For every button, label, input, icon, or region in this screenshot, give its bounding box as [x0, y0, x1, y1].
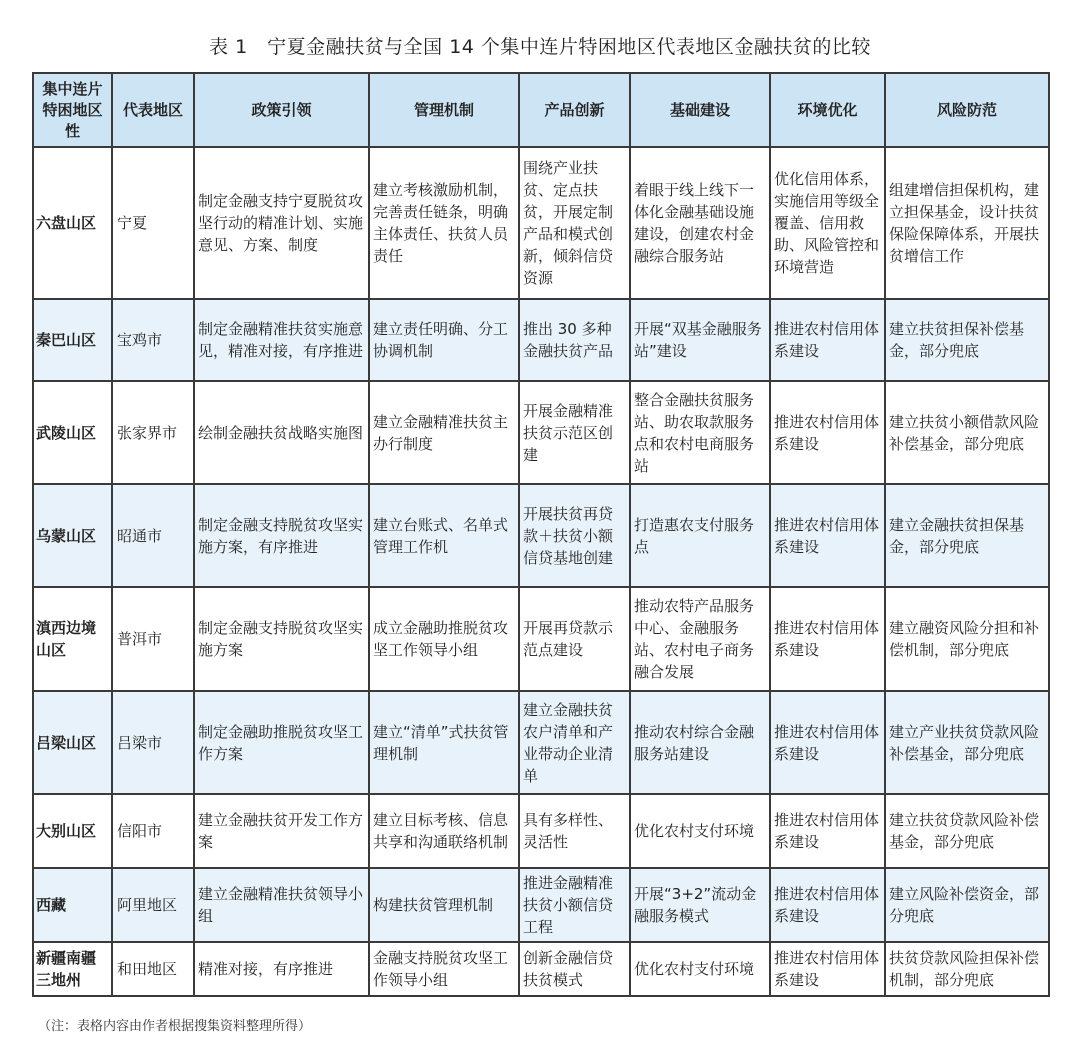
cell-environment: 推进农村信用体系建设	[770, 691, 885, 794]
table-row	[33, 381, 1049, 484]
cell-infrastructure: 整合金融扶贫服务站、助农取款服务点和农村电商服务站	[630, 381, 770, 484]
header-policy: 政策引领	[194, 73, 369, 147]
cell-policy: 建立金融扶贫开发工作方案	[194, 794, 369, 868]
cell-region: 六盘山区	[33, 147, 112, 299]
cell-management: 构建扶贫管理机制	[369, 868, 519, 942]
cell-region: 滇西边境山区	[33, 587, 112, 691]
cell-risk: 建立扶贫担保补偿基金，部分兜底	[885, 299, 1049, 381]
cell-region: 新疆南疆三地州	[33, 942, 112, 996]
cell-policy: 制定金融助推脱贫攻坚工作方案	[194, 691, 369, 794]
header-representative-area: 代表地区	[112, 73, 194, 147]
cell-region: 大别山区	[33, 794, 112, 868]
cell-management: 建立“清单”式扶贫管理机制	[369, 691, 519, 794]
header-row	[33, 73, 1049, 147]
cell-region: 乌蒙山区	[33, 484, 112, 587]
cell-region: 武陵山区	[33, 381, 112, 484]
cell-risk: 建立融资风险分担和补偿机制，部分兜底	[885, 587, 1049, 691]
cell-risk: 建立风险补偿资金，部分兜底	[885, 868, 1049, 942]
cell-risk: 组建增信担保机构，建立担保基金，设计扶贫保险保障体系，开展扶贫增信工作	[885, 147, 1049, 299]
table-row	[33, 484, 1049, 587]
cell-policy: 制定金融精准扶贫实施意见，精准对接，有序推进	[194, 299, 369, 381]
header-region-type: 集中连片特困地区性	[33, 73, 112, 147]
cell-area: 宝鸡市	[112, 299, 194, 381]
cell-environment: 优化信用体系，实施信用等级全覆盖、信用救助、风险管控和环境营造	[770, 147, 885, 299]
header-infrastructure: 基础建设	[630, 73, 770, 147]
cell-product: 推出 30 多种金融扶贫产品	[519, 299, 630, 381]
cell-infrastructure: 推动农特产品服务中心、金融服务站、农村电子商务融合发展	[630, 587, 770, 691]
cell-infrastructure: 优化农村支付环境	[630, 942, 770, 996]
cell-area: 和田地区	[112, 942, 194, 996]
cell-infrastructure: 打造惠农支付服务点	[630, 484, 770, 587]
header-product: 产品创新	[519, 73, 630, 147]
cell-policy: 建立金融精准扶贫领导小组	[194, 868, 369, 942]
cell-environment: 推进农村信用体系建设	[770, 484, 885, 587]
cell-region: 西藏	[33, 868, 112, 942]
cell-region: 秦巴山区	[33, 299, 112, 381]
cell-product: 建立金融扶贫农户清单和产业带动企业清单	[519, 691, 630, 794]
cell-environment: 推进农村信用体系建设	[770, 381, 885, 484]
cell-product: 开展扶贫再贷款＋扶贫小额信贷基地创建	[519, 484, 630, 587]
cell-policy: 制定金融支持宁夏脱贫攻坚行动的精准计划、实施意见、方案、制度	[194, 147, 369, 299]
cell-risk: 建立扶贫小额借款风险补偿基金，部分兜底	[885, 381, 1049, 484]
table-row	[33, 942, 1049, 996]
cell-area: 普洱市	[112, 587, 194, 691]
table-row	[33, 147, 1049, 299]
cell-environment: 推进农村信用体系建设	[770, 868, 885, 942]
cell-product: 开展金融精准扶贫示范区创建	[519, 381, 630, 484]
cell-product: 具有多样性、灵活性	[519, 794, 630, 868]
cell-environment: 推进农村信用体系建设	[770, 794, 885, 868]
cell-risk: 建立产业扶贫贷款风险补偿基金，部分兜底	[885, 691, 1049, 794]
cell-environment: 推进农村信用体系建设	[770, 299, 885, 381]
comparison-table	[32, 72, 1050, 997]
cell-infrastructure: 推动农村综合金融服务站建设	[630, 691, 770, 794]
cell-infrastructure: 开展“3+2”流动金融服务模式	[630, 868, 770, 942]
cell-infrastructure: 着眼于线上线下一体化金融基础设施建设，创建农村金融综合服务站	[630, 147, 770, 299]
table-row	[33, 299, 1049, 381]
cell-risk: 扶贫贷款风险担保补偿机制，部分兜底	[885, 942, 1049, 996]
table-row	[33, 691, 1049, 794]
cell-management: 金融支持脱贫攻坚工作领导小组	[369, 942, 519, 996]
cell-infrastructure: 优化农村支付环境	[630, 794, 770, 868]
cell-product: 创新金融信贷扶贫模式	[519, 942, 630, 996]
cell-risk: 建立扶贫贷款风险补偿基金，部分兜底	[885, 794, 1049, 868]
cell-management: 建立责任明确、分工协调机制	[369, 299, 519, 381]
table-title: 表 1 宁夏金融扶贫与全国 14 个集中连片特困地区代表地区金融扶贫的比较	[209, 36, 871, 58]
cell-management: 建立考核激励机制，完善责任链条，明确主体责任、扶贫人员责任	[369, 147, 519, 299]
cell-environment: 推进农村信用体系建设	[770, 587, 885, 691]
cell-infrastructure: 开展“双基金融服务站”建设	[630, 299, 770, 381]
cell-environment: 推进农村信用体系建设	[770, 942, 885, 996]
header-risk: 风险防范	[885, 73, 1049, 147]
cell-management: 建立金融精准扶贫主办行制度	[369, 381, 519, 484]
cell-management: 建立目标考核、信息共享和沟通联络机制	[369, 794, 519, 868]
cell-product: 推进金融精准扶贫小额信贷工程	[519, 868, 630, 942]
cell-policy: 制定金融支持脱贫攻坚实施方案	[194, 587, 369, 691]
header-environment: 环境优化	[770, 73, 885, 147]
table-row	[33, 868, 1049, 942]
cell-management: 建立台账式、名单式管理工作机	[369, 484, 519, 587]
cell-product: 开展再贷款示范点建设	[519, 587, 630, 691]
cell-policy: 绘制金融扶贫战略实施图	[194, 381, 369, 484]
cell-area: 吕梁市	[112, 691, 194, 794]
cell-area: 昭通市	[112, 484, 194, 587]
cell-policy: 精准对接，有序推进	[194, 942, 369, 996]
cell-policy: 制定金融支持脱贫攻坚实施方案，有序推进	[194, 484, 369, 587]
cell-area: 张家界市	[112, 381, 194, 484]
table-row	[33, 794, 1049, 868]
cell-area: 信阳市	[112, 794, 194, 868]
header-management: 管理机制	[369, 73, 519, 147]
cell-management: 成立金融助推脱贫攻坚工作领导小组	[369, 587, 519, 691]
table-row	[33, 587, 1049, 691]
cell-area: 阿里地区	[112, 868, 194, 942]
cell-product: 围绕产业扶贫、定点扶贫，开展定制产品和模式创新，倾斜信贷资源	[519, 147, 630, 299]
cell-region: 吕梁山区	[33, 691, 112, 794]
cell-area: 宁夏	[112, 147, 194, 299]
cell-risk: 建立金融扶贫担保基金，部分兜底	[885, 484, 1049, 587]
table-note: （注：表格内容由作者根据搜集资料整理所得）	[38, 1019, 312, 1034]
